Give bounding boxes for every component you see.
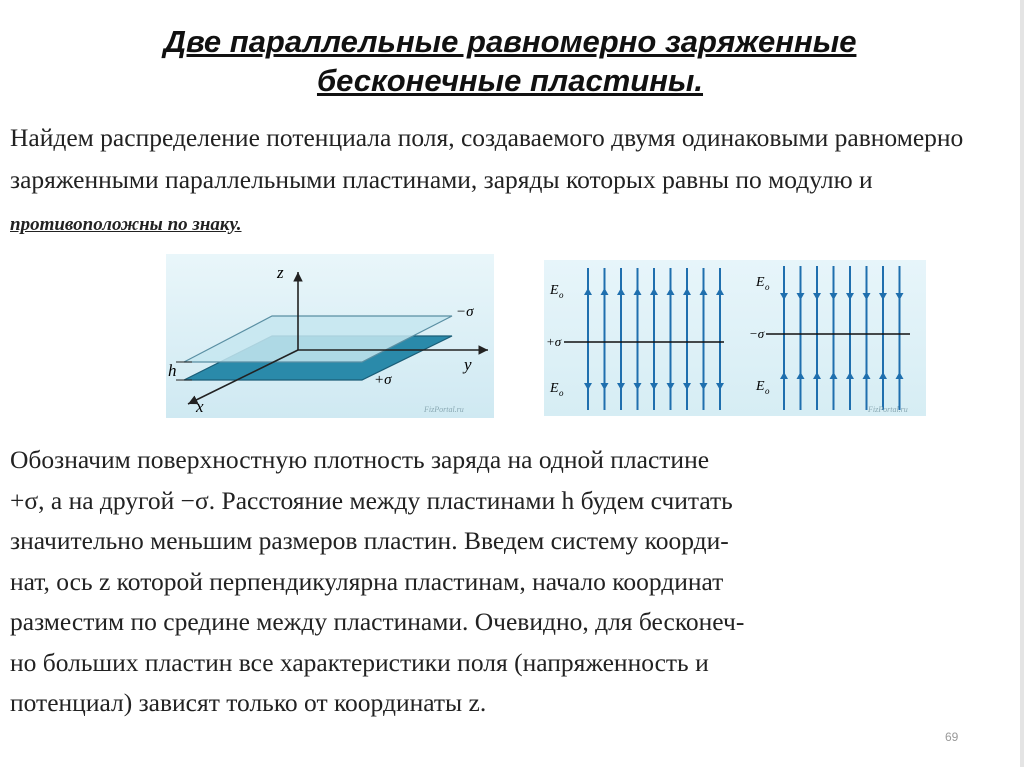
axis-z-label: z bbox=[277, 263, 284, 282]
title-line-2: бесконечные пластины. bbox=[316, 63, 704, 98]
svg-text:o: o bbox=[765, 282, 770, 292]
intro-text: Найдем распределение потенциала поля, создаваемого двумя одинаковыми равномерно заряженными параллельными пластинами, заряды которых равны по модулю и bbox=[10, 123, 964, 194]
svg-text:o: o bbox=[559, 290, 564, 300]
slide-right-border bbox=[1020, 0, 1024, 767]
plus-sigma-field-label: +σ bbox=[546, 334, 562, 349]
body-line-2: +σ, а на другой −σ. Расстояние между пластинами h будем считать bbox=[10, 485, 733, 515]
plus-plate-field-lines bbox=[584, 268, 724, 410]
svg-text:E: E bbox=[550, 381, 559, 396]
distance-h-label: h bbox=[168, 361, 177, 380]
svg-text:E: E bbox=[756, 275, 765, 290]
minus-sigma-field-label: −σ bbox=[749, 326, 765, 341]
svg-text:E: E bbox=[550, 283, 559, 298]
body-line-3: значительно меньшим размеров пластин. Введем систему коорди- bbox=[10, 526, 729, 555]
plates-watermark: FizPortal.ru bbox=[424, 405, 464, 414]
field-lines-diagram bbox=[544, 260, 926, 416]
axis-y-label: y bbox=[464, 355, 472, 374]
body-line-7: потенциал) зависят только от координаты z. bbox=[10, 688, 487, 717]
minus-sigma-label: −σ bbox=[456, 304, 474, 320]
page-number: 69 bbox=[945, 730, 959, 744]
svg-text:o: o bbox=[559, 388, 564, 398]
field-lines-background bbox=[544, 260, 926, 416]
intro-emphasis: противоположны по знаку. bbox=[10, 214, 242, 235]
slide-title bbox=[30, 22, 990, 100]
plus-sigma-label: +σ bbox=[374, 372, 392, 388]
svg-text:E: E bbox=[756, 379, 765, 394]
fields-watermark: FizPortal.ru bbox=[868, 405, 908, 414]
body-line-4: нат, ось z которой перпендикулярна пластинам, начало координат bbox=[10, 566, 724, 596]
axis-x-label: x bbox=[196, 397, 204, 416]
intro-paragraph bbox=[10, 117, 1010, 246]
body-line-1: Обозначим поверхностную плотность заряда на одной пластине bbox=[10, 445, 710, 474]
body-line-5: разместим по средине между пластинами. Очевидно, для бесконеч- bbox=[10, 607, 745, 636]
body-line-6: но больших пластин все характеристики поля (напряженность и bbox=[10, 647, 709, 677]
svg-text:o: o bbox=[765, 386, 770, 396]
title-line-1: Две параллельные равномерно заряженные bbox=[163, 24, 857, 59]
body-paragraph bbox=[10, 440, 1010, 724]
plates-diagram bbox=[166, 254, 494, 418]
